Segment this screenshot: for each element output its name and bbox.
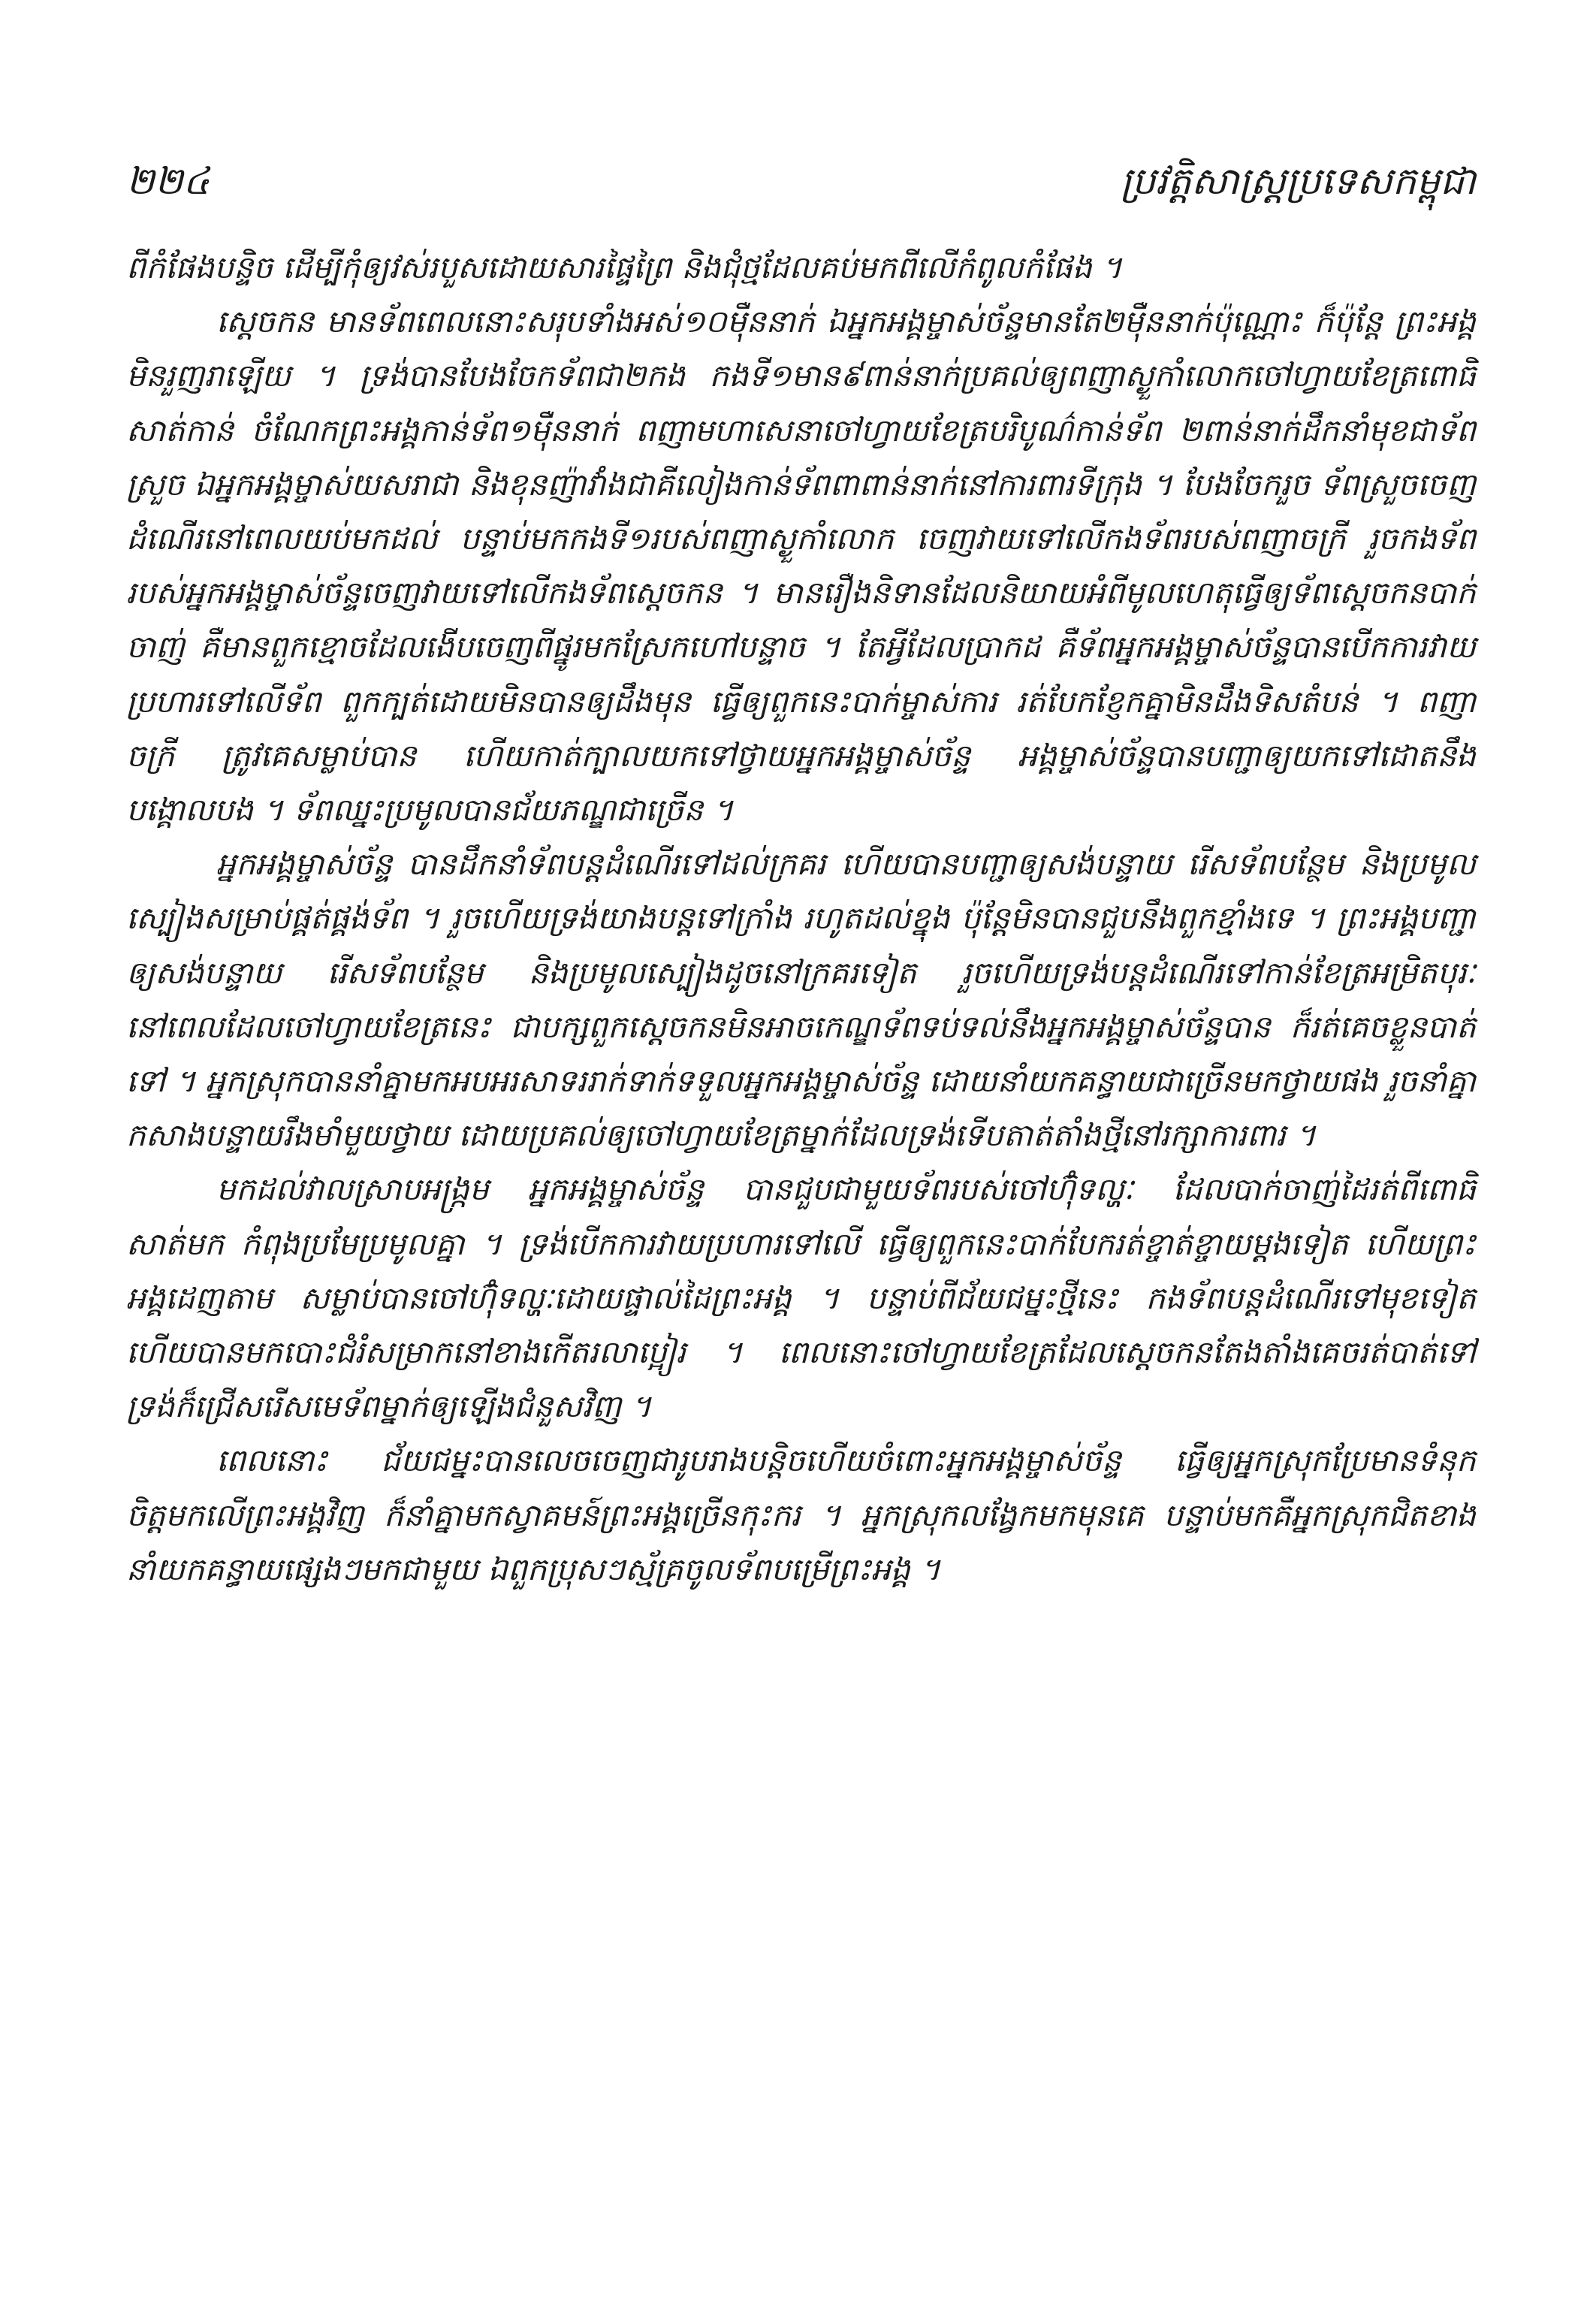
page-number: ២២៤	[126, 159, 210, 203]
body-text	[126, 240, 1476, 1596]
paragraph: មកដល់វាលស្រាបអង្ក្រម អ្នកអង្គម្ចាស់ច័ន្ទ បានជួបជាមួយទ័ពរបស់ចៅហ៊ុំទល្ហៈ ដែលបាក់ចាញ់ដៃរត់ពីពោធិសាត់មក កំពុងប្រមែប្រមូលគ្នា ។ ទ្រង់បើកការវាយប្រហារទៅលើ ធ្វើឲ្យពួកនេះបាក់បែករត់ខ្ចាត់ខ្ចាយម្ដងទៀត ហើយព្រះអង្គដេញតាម សម្លាប់បានចៅហ៊ុំទល្ហៈដោយផ្ទាល់ដៃព្រះអង្គ ។ បន្ទាប់ពីជ័យជម្នះថ្មីនេះ កងទ័ពបន្តដំណើរទៅមុខទៀត ហើយបានមកបោះជំរំសម្រាកនៅខាងកើតរលាប្អៀរ ។ ពេលនោះចៅហ្វាយខែត្រដែលស្ដេចកនតែងតាំងគេចរត់បាត់ទៅ ទ្រង់ក៏ជ្រើសរើសមេទ័ពម្នាក់ឲ្យឡើងជំនួសវិញ ។	[126, 1171, 1476, 1425]
running-header	[126, 147, 1476, 215]
paragraph: ស្ដេចកន មានទ័ពពេលនោះសរុបទាំងអស់១០ម៉ឺននាក់ ឯអ្នកអង្គម្ចាស់ច័ន្ទមានតែ២ម៉ឺននាក់ប៉ុណ្ណោះ ក៏ប៉ុន្តែ ព្រះអង្គមិនរួញរាឡើយ ។ ទ្រង់បានបែងចែកទ័ពជា២កង កងទី១មាន៩ពាន់នាក់ប្រគល់ឲ្យពញាស្ងួកាំលោកចៅហ្វាយខែត្រពោធិសាត់កាន់ ចំណែកព្រះអង្គកាន់ទ័ព១ម៉ឺននាក់ ពញាមហាសេនាចៅហ្វាយខែត្របរិបូណ៌កាន់ទ័ព ២ពាន់នាក់ដឹកនាំមុខជាទ័ពស្រួច ឯអ្នកអង្គម្ចាស់យសរាជា និងខុនញ៉ាវាំងជាគីលៀងកាន់ទ័ពពាពាន់នាក់នៅការពារទីក្រុង ។ បែងចែករួច ទ័ពស្រួចចេញដំណើរនៅពេលយប់មកដល់ បន្ទាប់មកកងទី១របស់ពញាស្ងួកាំលោក ចេញវាយទៅលើកងទ័ពរបស់ពញាចក្រី រួចកងទ័ពរបស់អ្នកអង្គម្ចាស់ច័ន្ទចេញវាយទៅលើកងទ័ពស្ដេចកន ។ មានរឿងនិទានដែលនិយាយអំពីមូលហេតុធ្វើឲ្យទ័ពស្ដេចកនបាក់ចាញ់ គឺមានពួកខ្មោចដែលងើបចេញពីផ្នូរមកស្រែកហៅបន្ទាច ។ តែអ្វីដែលប្រាកដ គឺទ័ពអ្នកអង្គម្ចាស់ច័ន្ទបានបើកការវាយប្រហារទៅលើទ័ព ពួកក្បត់ដោយមិនបានឲ្យដឹងមុន ធ្វើឲ្យពួកនេះបាក់ម្ចាស់ការ រត់បែកខ្ញែកគ្នាមិនដឹងទិសតំបន់ ។ ពញាចក្រី ត្រូវគេសម្លាប់បាន ហើយកាត់ក្បាលយកទៅថ្វាយអ្នកអង្គម្ចាស់ច័ន្ទ អង្គម្ចាស់ច័ន្ទបានបញ្ជាឲ្យយកទៅដោតនឹងបង្គោលបង ។ ទ័ពឈ្នះប្រមូលបានជ័យភណ្ឌជាច្រើន ។	[126, 303, 1476, 829]
paragraph: ពេលនោះ ជ័យជម្នះបានលេចចេញជារូបរាងបន្តិចហើយចំពោះអ្នកអង្គម្ចាស់ច័ន្ទ ធ្វើឲ្យអ្នកស្រុកប្រែមានទំនុកចិត្តមកលើព្រះអង្គវិញ ក៏នាំគ្នាមកស្វាគមន៍ព្រះអង្គច្រើនកុះករ ។ អ្នកស្រុកលង្វែកមកមុនគេ បន្ទាប់មកគឺអ្នកស្រុកជិតខាង នាំយកគន្ធាយផ្សេងៗមកជាមួយ ឯពួកប្រុសៗស្ម័គ្រចូលទ័ពបម្រើព្រះអង្គ ។	[126, 1442, 1476, 1587]
paragraph: អ្នកអង្គម្ចាស់ច័ន្ទ បានដឹកនាំទ័ពបន្តដំណើរទៅដល់ក្រគរ ហើយបានបញ្ជាឲ្យសង់បន្ទាយ រើសទ័ពបន្ថែម និងប្រមូលស្បៀងសម្រាប់ផ្គត់ផ្គង់ទ័ព ។ រួចហើយទ្រង់យាងបន្តទៅក្រាំង រហូតដល់ខ្នុង ប៉ុន្តែមិនបានជួបនឹងពួកខ្មាំងទេ ។ ព្រះអង្គបញ្ជាឲ្យសង់បន្ទាយ រើសទ័ពបន្ថែម និងប្រមូលស្បៀងដូចនៅក្រគរទៀត រួចហើយទ្រង់បន្តដំណើរទៅកាន់ខែត្រអម្រិតបុរៈ នៅពេលដែលចៅហ្វាយខែត្រនេះ ជាបក្សពួកស្ដេចកនមិនអាចកេណ្ឌទ័ពទប់ទល់នឹងអ្នកអង្គម្ចាស់ច័ន្ទបាន ក៏រត់គេចខ្លួនបាត់ទៅ ។ អ្នកស្រុកបាននាំគ្នាមកអបអរសាទររាក់ទាក់ទទួលអ្នកអង្គម្ចាស់ច័ន្ទ ដោយនាំយកគន្ធាយជាច្រើនមកថ្វាយផង រួចនាំគ្នាកសាងបន្ទាយរឹងមាំមួយថ្វាយ ដោយប្រគល់ឲ្យចៅហ្វាយខែត្រម្នាក់ដែលទ្រង់ទើបតាត់តាំងថ្មីនៅរក្សាការពារ ។	[126, 846, 1476, 1154]
paragraph-continuation: ពីកំផែងបន្ទិច ដើម្បីកុំឲ្យវស់របួសដោយសារផ្ទៃព្រៃ និងជុំថ្មដែលគប់មកពីលើកំពូលកំផែង ។	[126, 249, 1122, 285]
book-title: ប្រវត្តិសាស្ត្រប្រទេសកម្ពុជា	[1120, 159, 1476, 203]
